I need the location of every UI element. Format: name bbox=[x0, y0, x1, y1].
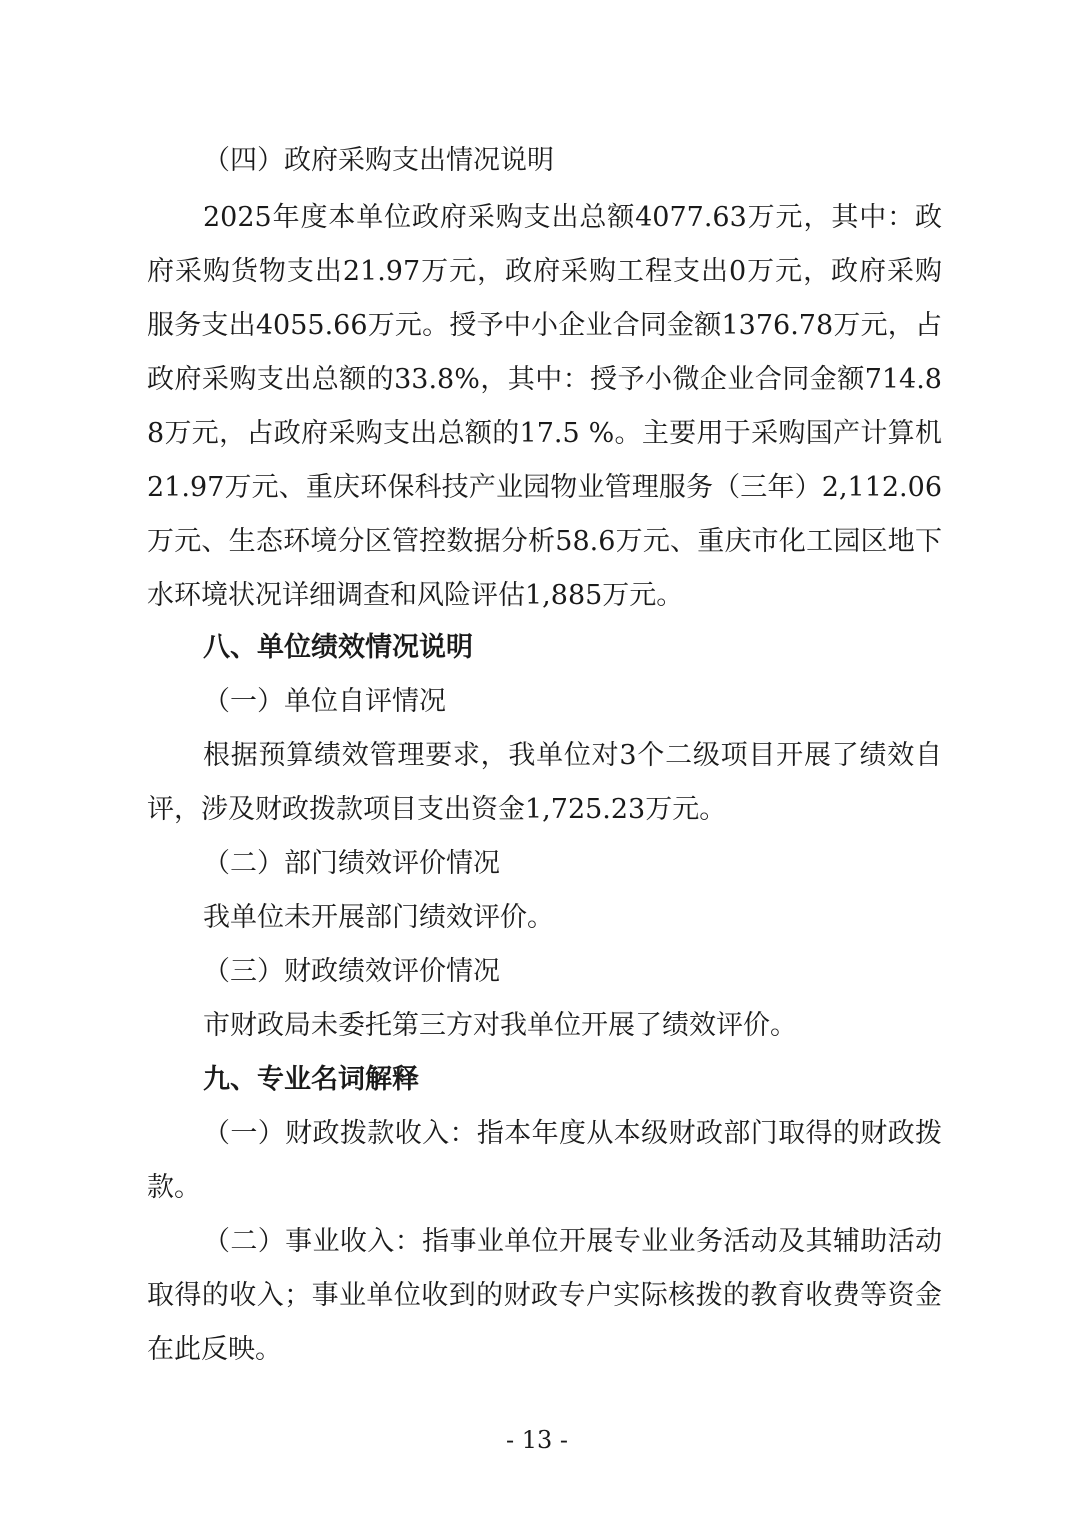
glossary-term: （二）事业收入： bbox=[203, 1226, 423, 1257]
procurement-heading: （四）政府采购支出情况说明 bbox=[203, 145, 554, 176]
glossary-definition: 指本年度从本级财政部门取得的财政拨款。 bbox=[147, 1118, 943, 1203]
procurement-paragraph: 2025年度本单位政府采购支出总额4077.63万元，其中：政府采购货物支出21.97万元，政府采购工程支出0万元，政府采购服务支出4055.66万元。授予中小企业合同金额1376.78万元，占政府采购支出总额的33.8%，其中：授予小微企业合同金额714.88万元，占政府采购支出总额的17.5 %。主要用于采购国产计算机21.97万元、重庆环保科技产业园物业管理服务（三年）2,112.06万元、生态环境分区管控数据分析58.6万元、重庆市化工园区地下水环境状况详细调查和风险评估1,885万元。 bbox=[147, 202, 942, 611]
self-eval-paragraph: 根据预算绩效管理要求，我单位对3个二级项目开展了绩效自评，涉及财政拨款项目支出资金1,725.23万元。 bbox=[147, 740, 942, 825]
glossary-definition: 指事业单位开展专业业务活动及其辅助活动取得的收入；事业单位收到的财政专户实际核拨的教育收费等资金在此反映。 bbox=[147, 1226, 943, 1365]
performance-heading: 八、单位绩效情况说明 bbox=[203, 632, 473, 663]
fiscal-eval-heading: （三）财政绩效评价情况 bbox=[203, 956, 500, 987]
glossary-heading: 九、专业名词解释 bbox=[203, 1064, 419, 1095]
fiscal-eval-paragraph: 市财政局未委托第三方对我单位开展了绩效评价。 bbox=[203, 1010, 797, 1041]
dept-eval-paragraph: 我单位未开展部门绩效评价。 bbox=[203, 902, 554, 933]
self-eval-heading: （一）单位自评情况 bbox=[203, 686, 446, 717]
page-number: - 13 - bbox=[505, 1426, 568, 1454]
glossary-item-fiscal-appropriation bbox=[147, 1107, 942, 1215]
glossary-item-business-income bbox=[147, 1215, 942, 1377]
glossary-term: （一）财政拨款收入： bbox=[203, 1118, 477, 1149]
dept-eval-heading: （二）部门绩效评价情况 bbox=[203, 848, 500, 879]
